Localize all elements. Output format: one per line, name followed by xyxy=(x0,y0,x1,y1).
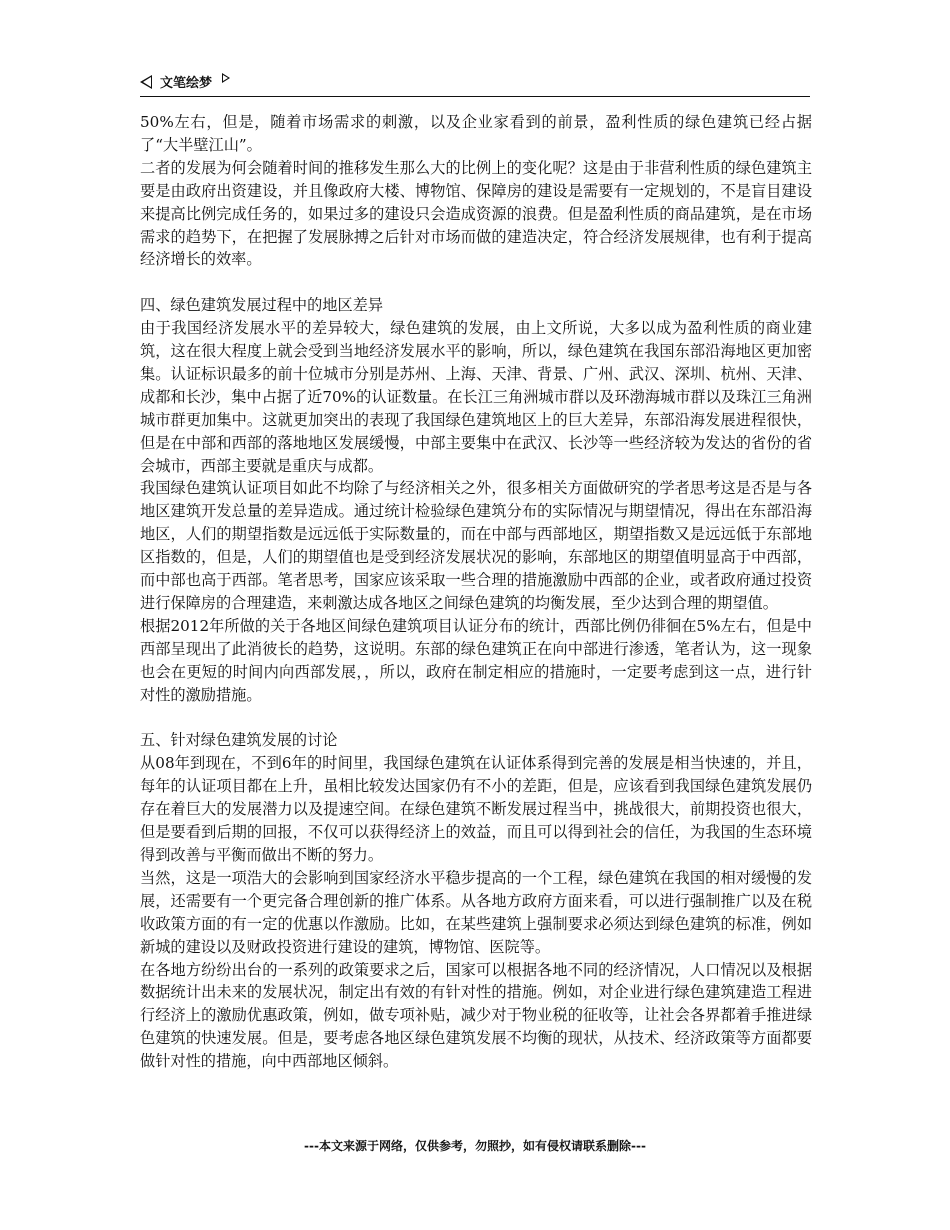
section-heading-5: 五、针对绿色建筑发展的讨论 xyxy=(140,731,338,750)
paragraph: 由于我国经济发展水平的差异较大，绿色建筑的发展，由上文所说，大多以成为盈利性质的商业建筑，这在很大程度上就会受到当地经济发展水平的影响，所以，绿色建筑在我国东部沿海地区更加密集。认证标识最多的前十位城市分别是苏州、上海、天津、背景、广州、武汉、深圳、杭州、天津、成都和长沙，集中占据了近70%的认证数量。在长江三角洲城市群以及环渤海城市群以及珠江三角洲城市群更加集中。这就更加突出的表现了我国绿色建筑地区上的巨大差异，东部沿海发展进程很快，但是在中部和西部的落地地区发展缓慢，中部主要集中在武汉、长沙等一些经济较为发达的省份的省会城市，西部主要就是重庆与成都。 xyxy=(140,319,812,475)
document-body xyxy=(140,111,812,1073)
paragraph: 我国绿色建筑认证项目如此不均除了与经济相关之外，很多相关方面做研究的学者思考这是否是与各地区建筑开发总量的差异造成。通过统计检验绿色建筑分布的实际情况与期望情况，得出在东部沿海地区，人们的期望指数是远远低于实际数量的，而在中部与西部地区，期望指数又是远远低于东部地区指数的，但是，人们的期望值也是受到经济发展状况的影响，东部地区的期望值明显高于中西部，而中部也高于西部。笔者思考，国家应该采取一些合理的措施激励中西部的企业，或者政府通过投资进行保障房的合理建造，来刺激达成各地区之间绿色建筑的均衡发展，至少达到合理的期望值。 xyxy=(140,479,812,613)
paragraph: 根据2012年所做的关于各地区间绿色建筑项目认证分布的统计，西部比例仍徘徊在5%左右，但是中西部呈现出了此消彼长的趋势，这说明。东部的绿色建筑正在向中部进行渗透，笔者认为，这一现象也会在更短的时间内向西部发展，，所以，政府在制定相应的措施时，一定要考虑到这一点，进行针对性的激励措施。 xyxy=(140,616,812,704)
triangle-right-outline-icon xyxy=(222,73,230,83)
page-header xyxy=(140,70,810,96)
paragraph: 当然，这是一项浩大的会影响到国家经济水平稳步提高的一个工程，绿色建筑在我国的相对缓慢的发展，还需要有一个更完备合理创新的推广体系。从各地方政府方面来看，可以进行强制推广以及在税收政策方面的有一定的优惠以作激励。比如，在某些建筑上强制要求必须达到绿色建筑的标准，例如新城的建设以及财政投资进行建设的建筑，博物馆、医院等。 xyxy=(140,868,812,956)
section-heading-4: 四、绿色建筑发展过程中的地区差异 xyxy=(140,296,383,315)
paragraph: 二者的发展为何会随着时间的推移发生那么大的比例上的变化呢？这是由于非营利性质的绿色建筑主要是由政府出资建设，并且像政府大楼、博物馆、保障房的建设是需要有一定规划的，不是盲目建设来提高比例完成任务的，如果过多的建设只会造成资源的浪费。但是盈利性质的商品建筑，是在市场需求的趋势下，在把握了发展脉搏之后针对市场而做的建造决定，符合经济发展规律，也有利于提高经济增长的效率。 xyxy=(140,158,812,269)
triangle-left-outline-icon xyxy=(140,75,152,89)
paragraph-gap xyxy=(140,271,812,294)
header-divider xyxy=(140,96,810,97)
footer-notice: ---本文来源于网络，仅供参考，勿照抄，如有侵权请联系删除--- xyxy=(304,1139,646,1153)
header-brand xyxy=(140,72,230,91)
paragraph: 50%左右，但是，随着市场需求的刺激，以及企业家看到的前景，盈利性质的绿色建筑已经占据了“大半壁江山”。 xyxy=(140,113,812,154)
paragraph: 从08年到现在，不到6年的时间里，我国绿色建筑在认证体系得到完善的发展是相当快速的，并且，每年的认证项目都在上升，虽相比较发达国家仍有不小的差距，但是，应该看到我国绿色建筑发展仍存在着巨大的发展潜力以及提速空间。在绿色建筑不断发展过程当中，挑战很大，前期投资也很大，但是要看到后期的回报，不仅可以获得经济上的效益，而且可以得到社会的信任，为我国的生态环境得到改善与平衡而做出不断的努力。 xyxy=(140,754,812,864)
paragraph: 在各地方纷纷出台的一系列的政策要求之后，国家可以根据各地不同的经济情况，人口情况以及根据数据统计出未来的发展状况，制定出有效的有针对性的措施。例如，对企业进行绿色建筑建造工程进行经济上的激励优惠政策，例如，做专项补贴，减少对于物业税的征收等，让社会各界都着手推进绿色建筑的快速发展。但是，要考虑各地区绿色建筑发展不均衡的现状，从技术、经济政策等方面都要做针对性的措施，向中西部地区倾斜。 xyxy=(140,960,812,1071)
header-title: 文笔绘梦 xyxy=(160,76,213,91)
paragraph-gap xyxy=(140,707,812,730)
